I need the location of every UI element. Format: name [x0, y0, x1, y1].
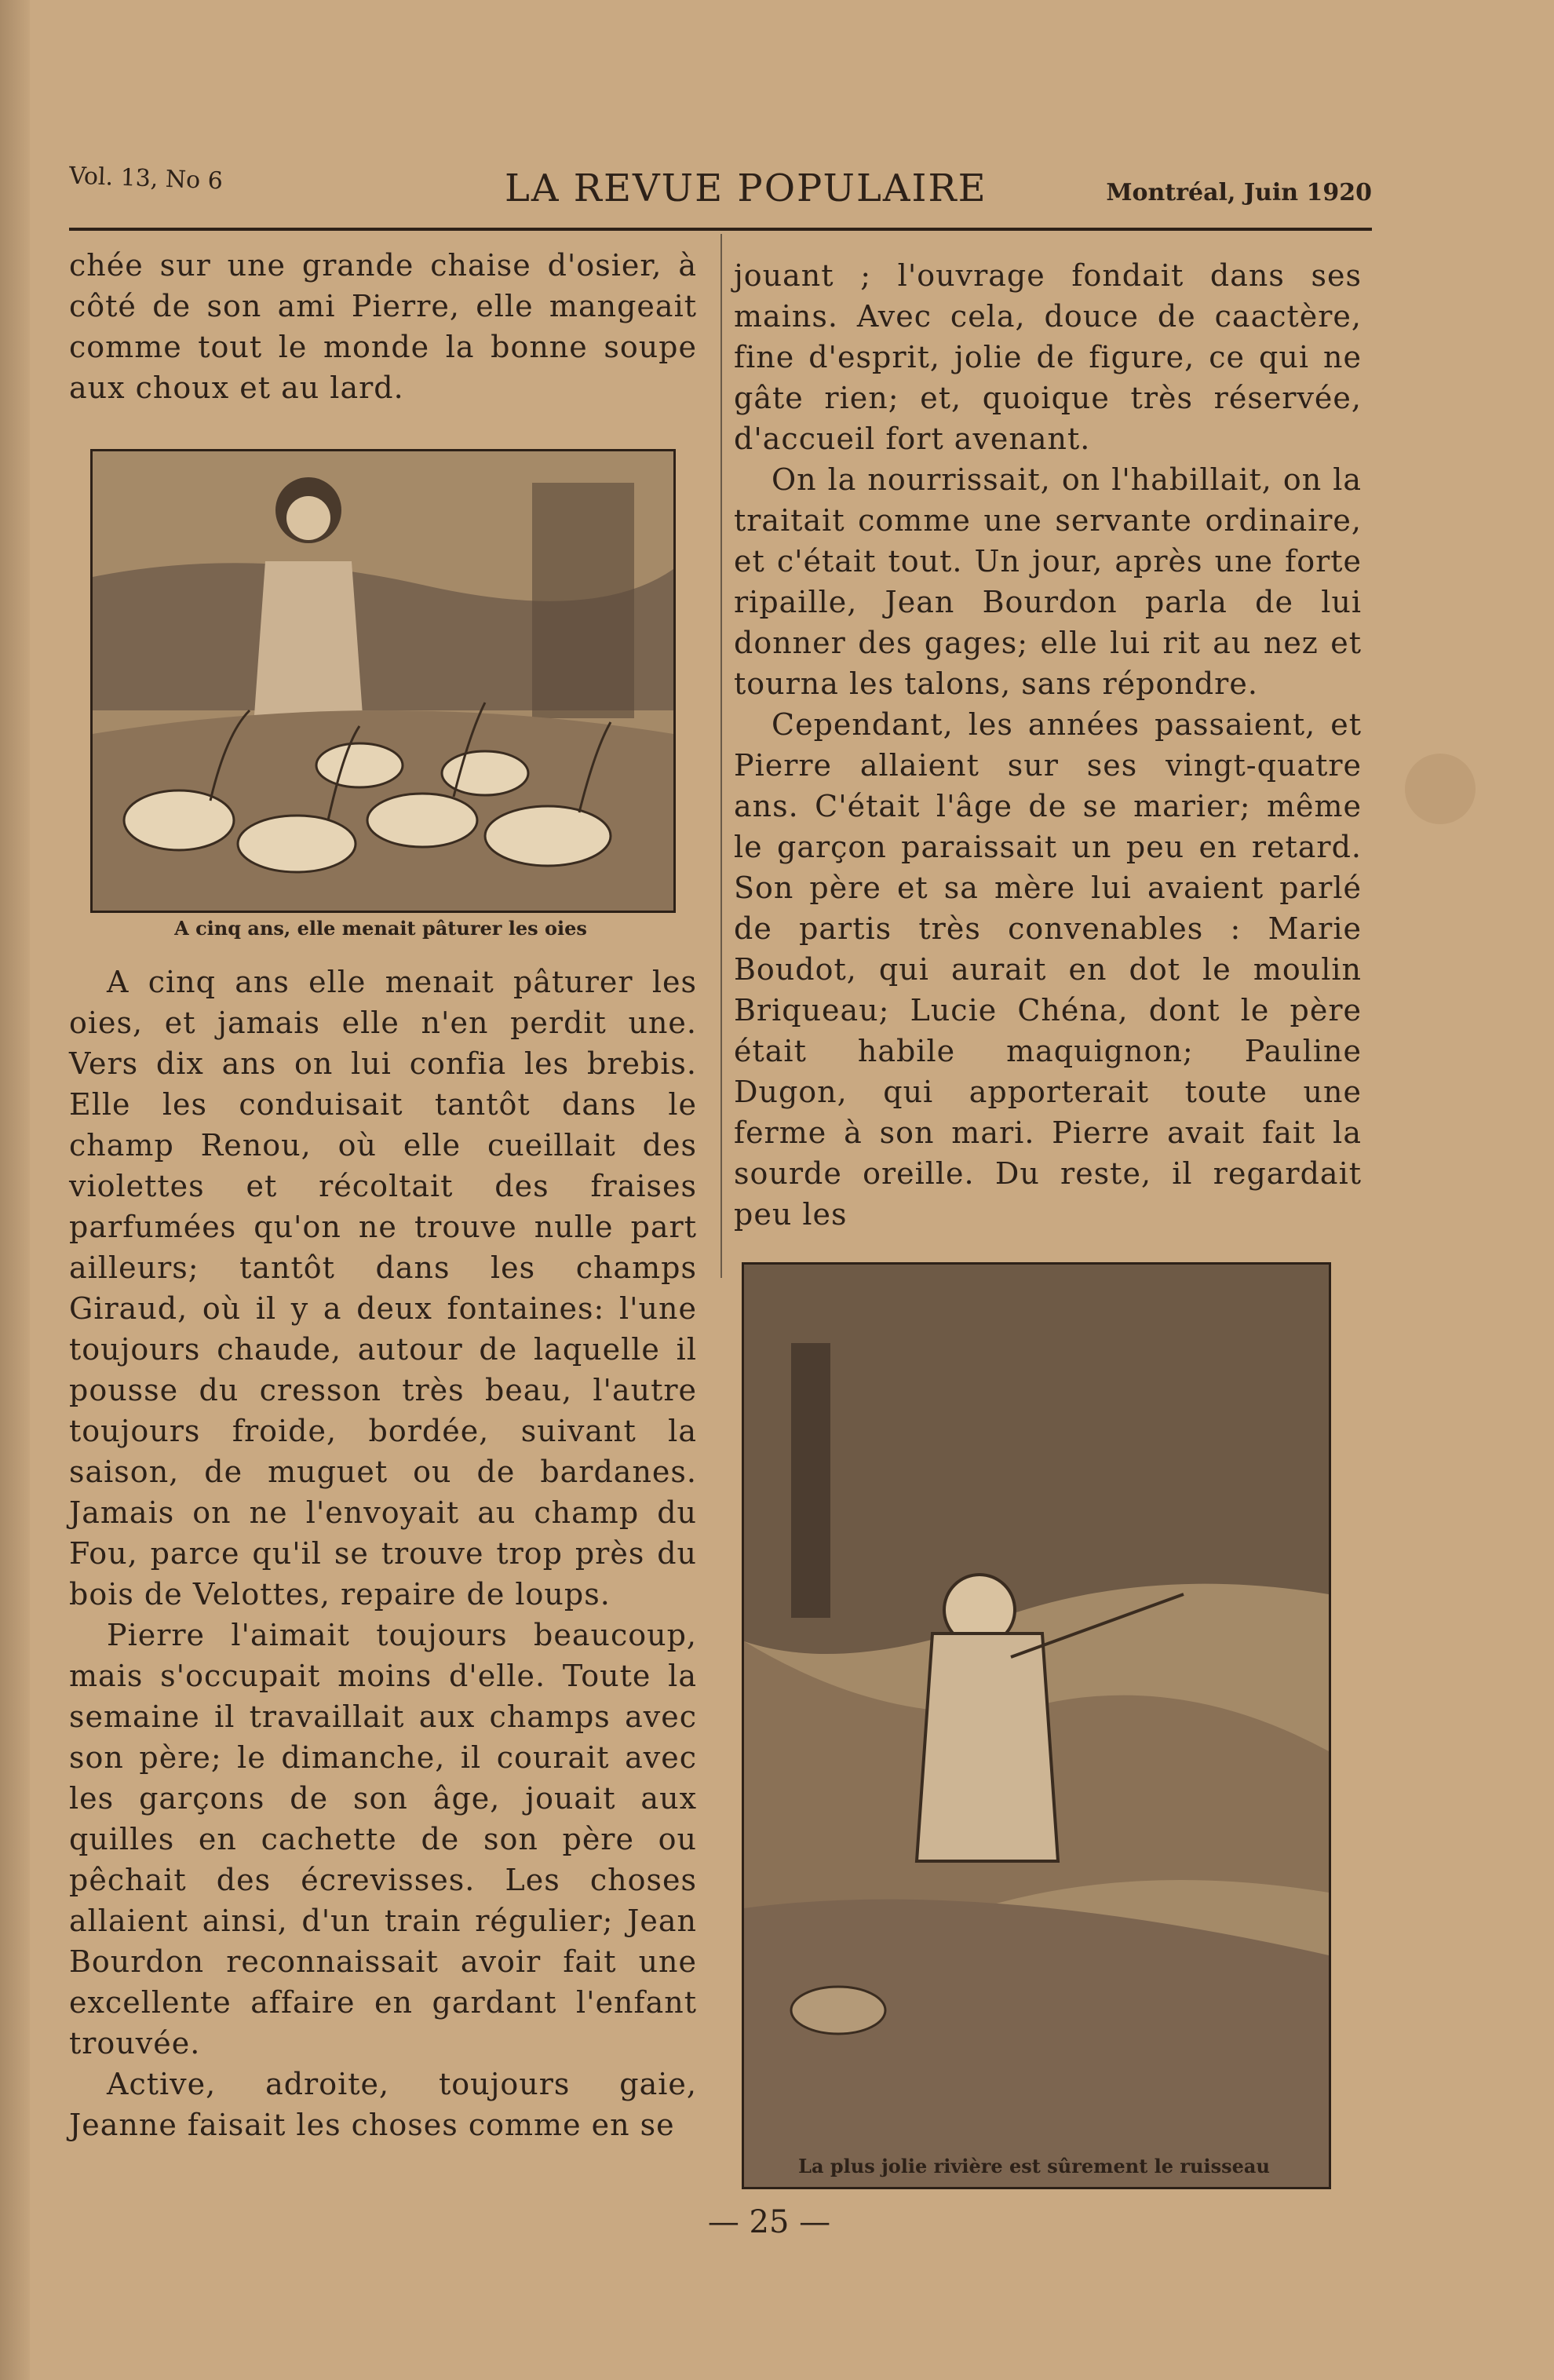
- paragraph: Pierre l'aimait toujours beaucoup, mais s'occupait moins d'elle. Toute la semaine il travaillait aux champs avec son père; le dimanche, il courait avec les garçons de son âge, jouait aux quilles en cachette de son père ou pêchait des écrevisses. Les choses allaient ainsi, d'un train régulier; Jean Bourdon reconnaissait avoir fait une excellente affaire en gardant l'enfant trouvée.: [69, 1618, 697, 2061]
- page-header: [69, 157, 1372, 235]
- paragraph: Active, adroite, toujours gaie, Jeanne faisait les choses comme en se: [69, 2067, 697, 2142]
- figure-caption: A cinq ans, elle menait pâturer les oies: [174, 917, 587, 940]
- header-rule: [69, 228, 1372, 231]
- paragraph: jouant ; l'ouvrage fondait dans ses mains. Avec cela, douce de caactère, fine d'esprit, jolie de figure, ce qui ne gâte rien; et, quoique très réservée, d'accueil fort avenant.: [734, 258, 1362, 456]
- column-divider: [720, 234, 722, 1278]
- paragraph: On la nourrissait, on l'habillait, on la traitait comme une servante ordinaire, et c'était tout. Un jour, après une forte ripaille, Jean Bourdon parla de lui donner des gages; elle lui rit au nez et tourna les talons, sans répondre.: [734, 462, 1362, 701]
- paper-stain: [1405, 754, 1476, 824]
- page-edge: [0, 0, 30, 2380]
- left-column-top: [69, 245, 697, 408]
- page-number: — 25 —: [707, 2204, 831, 2240]
- publication-title: LA REVUE POPULAIRE: [505, 166, 987, 210]
- right-column-body: [734, 255, 1362, 1235]
- paragraph: Cependant, les années passaient, et Pierre allaient sur ses vingt-quatre ans. C'était l'âge de se marier; même le garçon paraissait un peu en retard. Son père et sa mère lui avaient parlé de partis très convenables : Marie Boudot, qui aurait en dot le moulin Briqueau; Lucie Chéna, dont le père était habile maquignon; Pauline Dugon, qui apporterait toute une ferme à son mari. Pierre avait fait la sourde oreille. Du reste, il regardait peu les: [734, 707, 1362, 1232]
- illustration-boy-at-stream: [742, 1262, 1331, 2189]
- left-column-body: [69, 962, 697, 2145]
- figure-caption: La plus jolie rivière est sûrement le ruisseau: [798, 2155, 1270, 2177]
- paragraph: A cinq ans elle menait pâturer les oies, et jamais elle n'en perdit une. Vers dix ans on lui confia les brebis. Elle les conduisait tantôt dans le champ Renou, où elle cueillait des violettes et récoltait des fraises parfumées qu'on ne trouve nulle part ailleurs; tantôt dans les champs Giraud, où il y a deux fontaines: l'une toujours chaude, autour de laquelle il pousse du cresson très beau, l'autre toujours froide, bordée, suivant la saison, de muguet ou de bardanes. Jamais on ne l'envoyait au champ du Fou, parce qu'il se trouve trop près du bois de Velottes, repaire de loups.: [69, 965, 697, 1612]
- volume-number: Vol. 13, No 6: [68, 162, 224, 195]
- stream-engraving-image: [744, 1265, 1329, 2187]
- paragraph: chée sur une grande chaise d'osier, à côté de son ami Pierre, elle mangeait comme tout le monde la bonne soupe aux choux et au lard.: [69, 248, 697, 405]
- geese-engraving-image: [93, 451, 673, 911]
- illustration-girl-with-geese: [90, 449, 676, 913]
- issue-date: Montréal, Juin 1920: [1106, 179, 1372, 206]
